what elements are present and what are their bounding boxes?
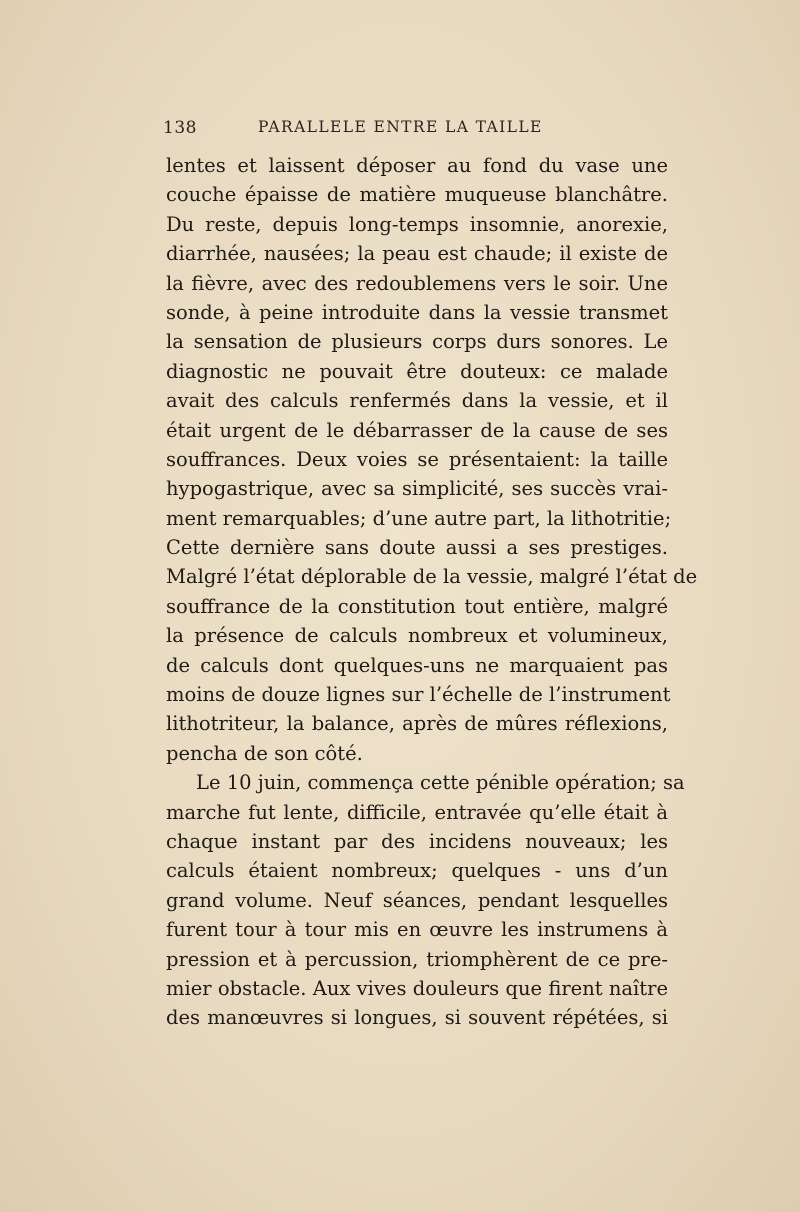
- text-line: pencha de son côté.: [166, 741, 363, 765]
- text-line: la présence de calculs nombreux et volumineux,: [166, 624, 668, 648]
- text-line: ment remarquables; d’une autre part, la lithotritie;: [166, 506, 672, 530]
- text-line: de calculs dont quelques-uns ne marquaient pas: [166, 653, 668, 677]
- text-line: moins de douze lignes sur l’échelle de l’instrument: [166, 683, 671, 707]
- text-line: grand volume. Neuf séances, pendant lesquelles: [166, 888, 668, 912]
- text-line: chaque instant par des incidens nouveaux; les: [166, 829, 668, 853]
- text-line: Malgré l’état déplorable de la vessie, malgré l’état de: [166, 565, 698, 589]
- text-line: marche fut lente, difficile, entravée qu’elle était à: [166, 800, 668, 824]
- text-line: mier obstacle. Aux vives douleurs que firent naître: [166, 976, 668, 1000]
- text-line: Du reste, depuis long-temps insomnie, anorexie,: [166, 212, 668, 236]
- text-line: hypogastrique, avec sa simplicité, ses succès vrai-: [166, 477, 668, 501]
- text-line: lithotriteur, la balance, après de mûres réflexions,: [166, 712, 668, 736]
- body-text: [166, 151, 698, 1033]
- text-line: Cette dernière sans doute aussi a ses prestiges.: [166, 536, 668, 560]
- text-line: sonde, à peine introduite dans la vessie transmet: [166, 300, 668, 324]
- text-line: souffrance de la constitution tout entière, malgré: [166, 594, 668, 618]
- text-line: diarrhée, nausées; la peau est chaude; il existe de: [166, 242, 668, 266]
- text-line: la sensation de plusieurs corps durs sonores. Le: [166, 330, 668, 354]
- text-line: avait des calculs renfermés dans la vessie, et il: [166, 389, 668, 413]
- text-line: était urgent de le débarrasser de la cause de ses: [166, 418, 668, 442]
- text-line: diagnostic ne pouvait être douteux: ce malade: [166, 359, 668, 383]
- text-line: la fièvre, avec des redoublemens vers le soir. Une: [166, 271, 668, 295]
- text-line: pression et à percussion, triomphèrent de ce pre-: [166, 947, 668, 971]
- text-line: calculs étaient nombreux; quelques - uns d’un: [166, 859, 668, 883]
- text-line: furent tour à tour mis en œuvre les instrumens à: [166, 918, 668, 942]
- page-header: [163, 118, 671, 142]
- running-title: PARALLELE ENTRE LA TAILLE: [258, 118, 543, 136]
- text-line: souffrances. Deux voies se présentaient: la taille: [166, 447, 668, 471]
- text-line: couche épaisse de matière muqueuse blanchâtre.: [166, 183, 668, 207]
- text-line: des manœuvres si longues, si souvent répétées, si: [166, 1006, 668, 1030]
- page-number: 138: [163, 118, 197, 138]
- text-line: Le 10 juin, commença cette pénible opération; sa: [196, 771, 685, 795]
- text-line: lentes et laissent déposer au fond du vase une: [166, 154, 668, 177]
